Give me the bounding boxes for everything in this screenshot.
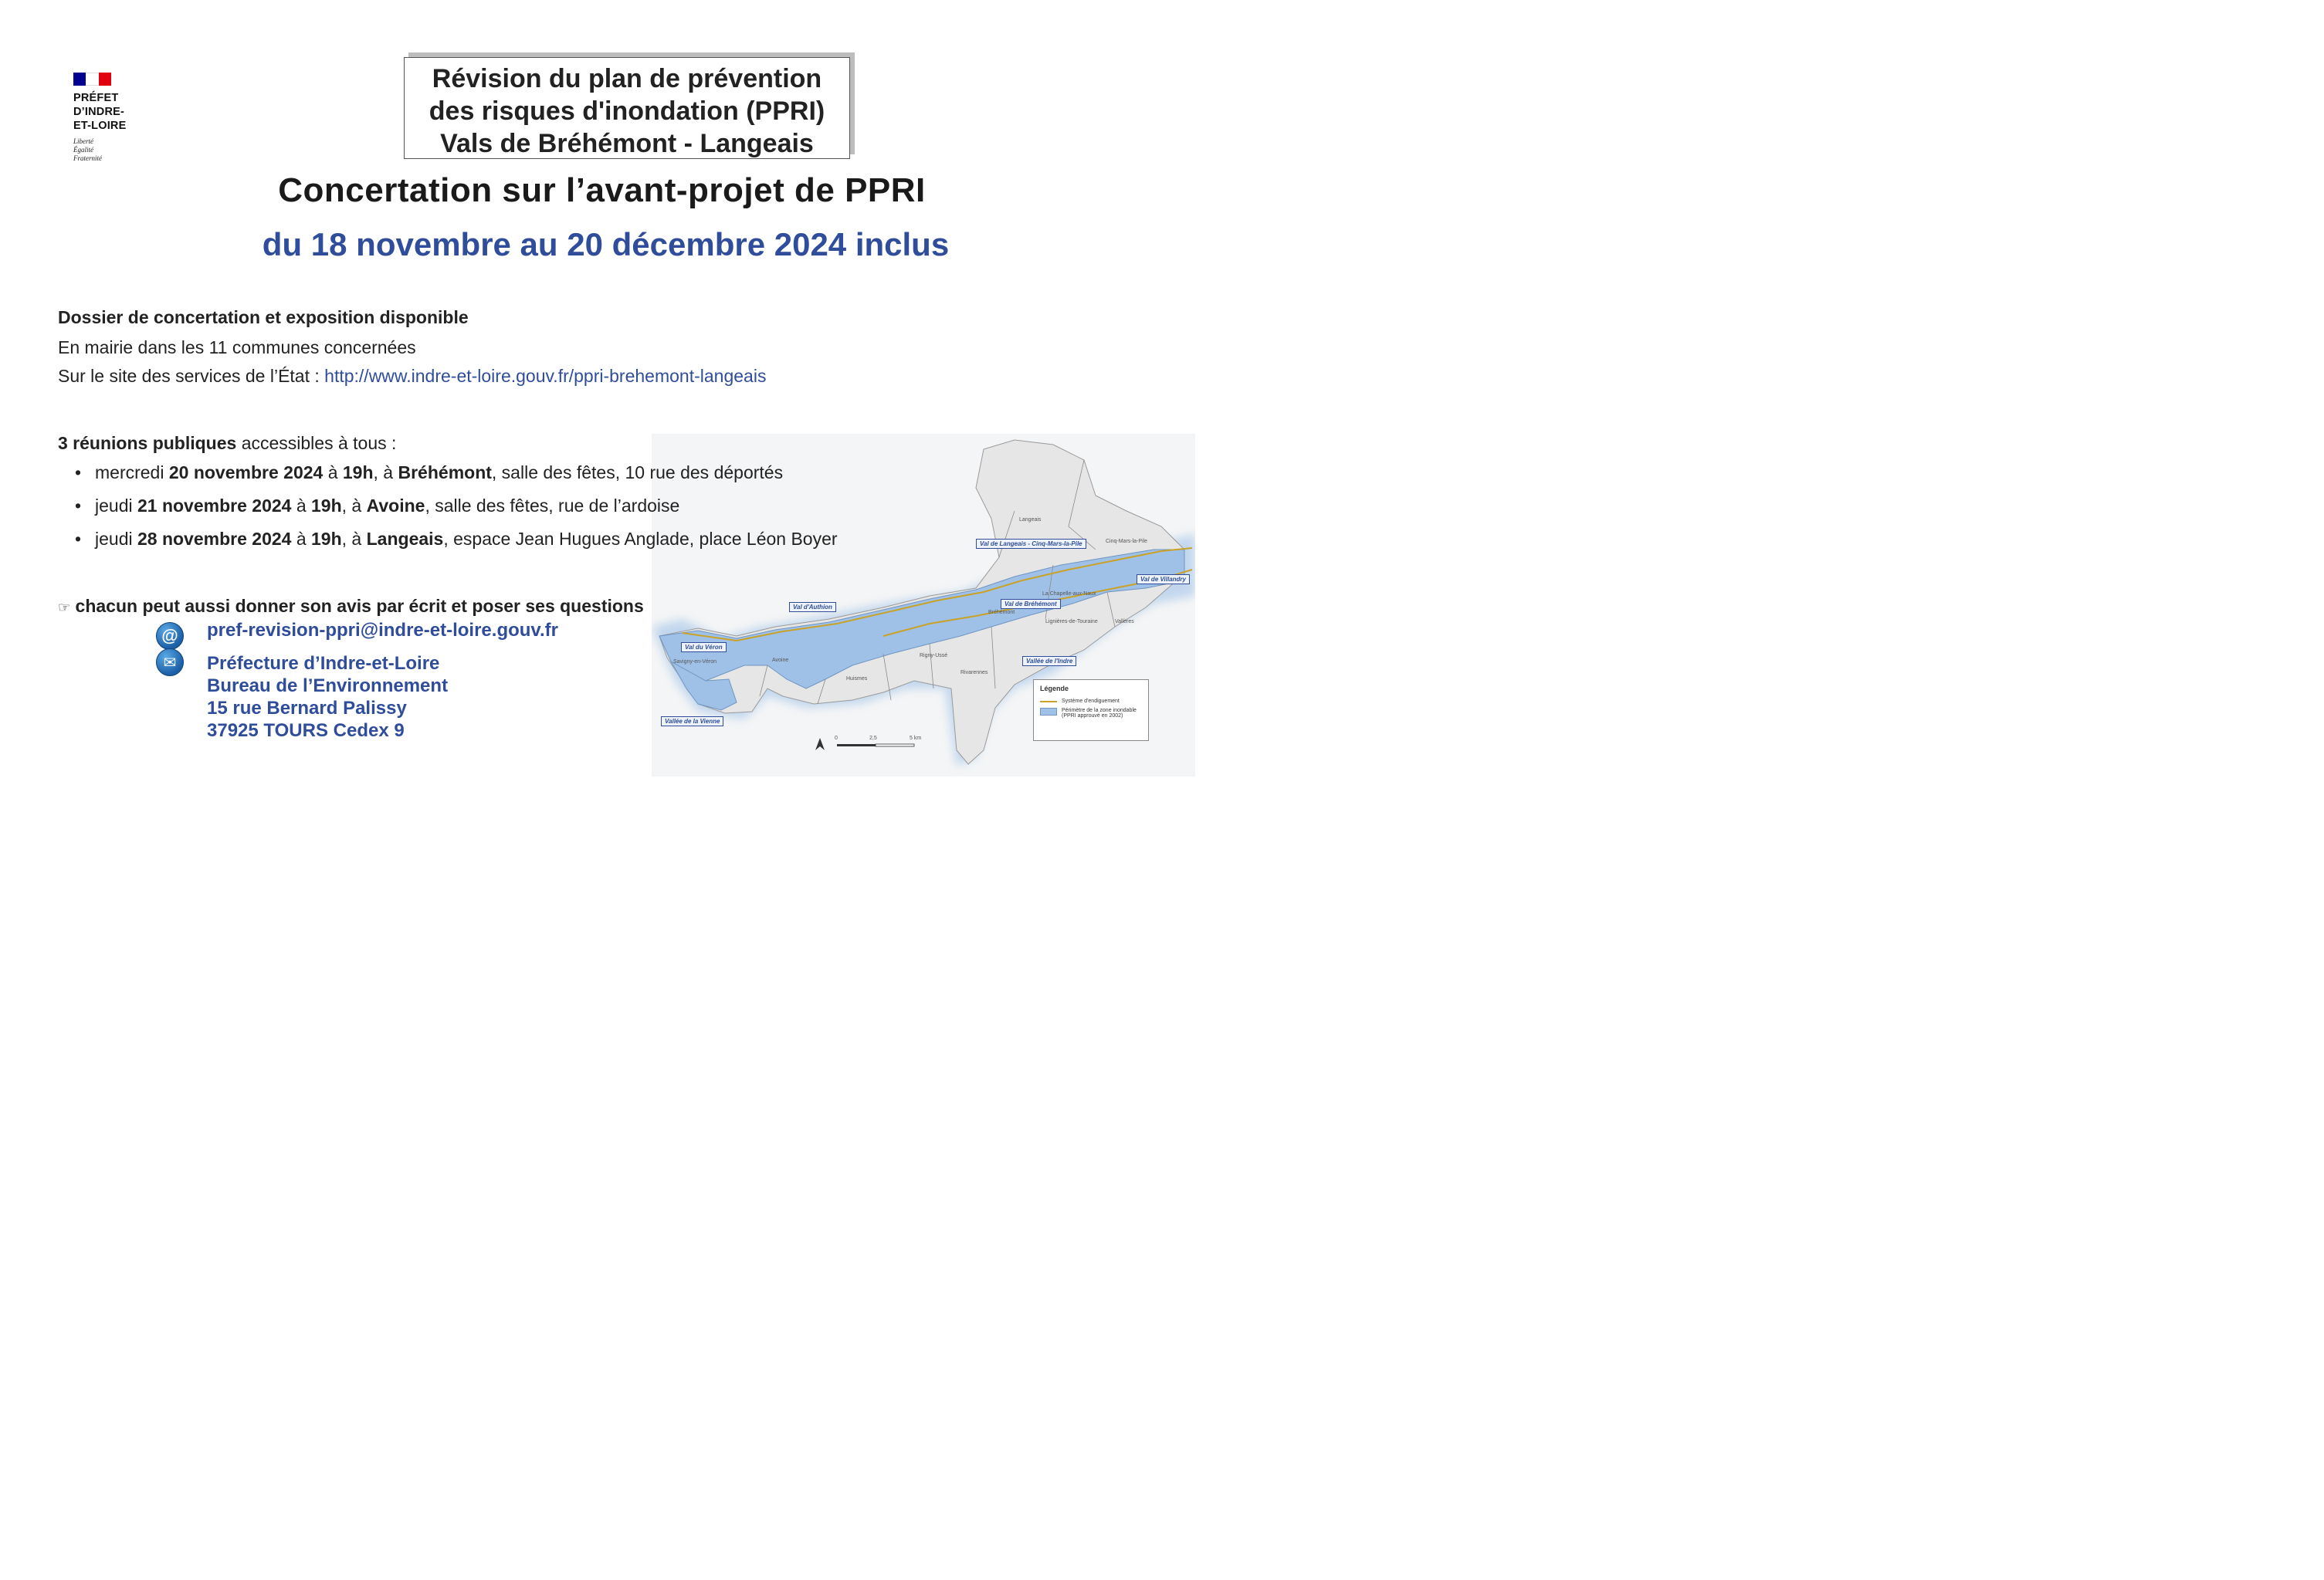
dossier-url-link[interactable]: http://www.indre-et-loire.gouv.fr/ppri-brehemont-langeais bbox=[324, 366, 767, 386]
republic-motto: Liberté Égalité Fraternité bbox=[73, 137, 102, 162]
map-zone-label: Val du Véron bbox=[681, 642, 727, 652]
envelope-icon: ✉ bbox=[156, 648, 184, 676]
map-town-label: Rigny-Ussé bbox=[920, 653, 948, 658]
dossier-line-mairie: En mairie dans les 11 communes concernées bbox=[58, 337, 416, 357]
map-zone-label: Val de Langeais - Cinq-Mars-la-Pile bbox=[976, 539, 1086, 549]
map-zone-label: Val d'Authion bbox=[789, 602, 836, 612]
list-item: • jeudi 28 novembre 2024 à 19h, à Langeais, espace Jean Hugues Anglade, place Léon Boyer bbox=[75, 529, 838, 549]
title-line: Vals de Bréhémont - Langeais bbox=[440, 129, 814, 158]
map-town-label: Lignières-de-Touraine bbox=[1045, 619, 1098, 624]
prefect-name: PRÉFET D’INDRE- ET-LOIRE bbox=[73, 92, 127, 132]
consultation-dates: du 18 novembre au 20 décembre 2024 inclus bbox=[262, 226, 950, 262]
at-sign-icon: @ bbox=[156, 622, 184, 650]
list-item: • jeudi 21 novembre 2024 à 19h, à Avoine, salle des fêtes, rue de l’ardoise bbox=[75, 496, 680, 516]
scale-label: 0 bbox=[835, 736, 838, 741]
map-town-label: Cinq-Mars-la-Pile bbox=[1106, 539, 1148, 544]
title-line: des risques d'inondation (PPRI) bbox=[429, 96, 825, 126]
map-town-label: Bréhémont bbox=[988, 610, 1015, 615]
prefecture-logo bbox=[73, 73, 158, 163]
avis-line: ☞ chacun peut aussi donner son avis par écrit et poser ses questions bbox=[58, 596, 644, 616]
title-box bbox=[404, 57, 850, 159]
scale-label: 2,5 bbox=[869, 736, 877, 741]
map-zone-label: Val de Bréhémont bbox=[1001, 599, 1061, 609]
levee-legend-swatch bbox=[1040, 699, 1057, 705]
list-item: • mercredi 20 novembre 2024 à 19h, à Bréhémont, salle des fêtes, 10 rue des déportés bbox=[75, 462, 784, 482]
title-line: Révision du plan de prévention bbox=[432, 64, 822, 93]
meetings-list bbox=[75, 462, 838, 561]
postal-address: Préfecture d’Indre-et-Loire Bureau de l’Environnement 15 rue Bernard Palissy 37925 TOURS Cedex 9 bbox=[207, 653, 449, 741]
scale-label: 5 km bbox=[910, 736, 922, 741]
dossier-heading: Dossier de concertation et exposition disponible bbox=[58, 307, 469, 327]
map-town-label: Langeais bbox=[1019, 517, 1042, 523]
flood-zone-legend-swatch bbox=[1040, 708, 1057, 716]
map-town-label: Avoine bbox=[772, 658, 789, 663]
reunions-heading: 3 réunions publiques accessibles à tous : bbox=[58, 433, 397, 453]
map-town-label: Vallères bbox=[1115, 619, 1134, 624]
map-zone-label: Val de Villandry bbox=[1137, 574, 1190, 584]
marianne-flag-icon bbox=[73, 73, 111, 86]
email-link[interactable]: pref-revision-ppri@indre-et-loire.gouv.fr bbox=[207, 620, 558, 641]
map-zone-label: Vallée de la Vienne bbox=[661, 716, 723, 726]
map-town-label: Savigny-en-Véron bbox=[673, 659, 717, 665]
dossier-line-site: Sur le site des services de l’État : http://www.indre-et-loire.gouv.fr/ppri-brehemont-langeais bbox=[58, 366, 767, 386]
page-subtitle: Concertation sur l’avant-projet de PPRI bbox=[278, 171, 926, 209]
pointing-hand-icon: ☞ bbox=[58, 600, 71, 615]
map-legend: Légende Système d'endiguement Périmètre de la zone inondable (PPRI approuvé en 2002) bbox=[1033, 679, 1149, 741]
map-town-label: Rivarennes bbox=[960, 670, 988, 675]
map-town-label: La Chapelle-aux-Naux bbox=[1042, 591, 1096, 597]
map-town-label: Huismes bbox=[846, 676, 868, 682]
map-scale-bar bbox=[837, 744, 914, 746]
map-zone-label: Vallée de l'Indre bbox=[1022, 656, 1076, 666]
